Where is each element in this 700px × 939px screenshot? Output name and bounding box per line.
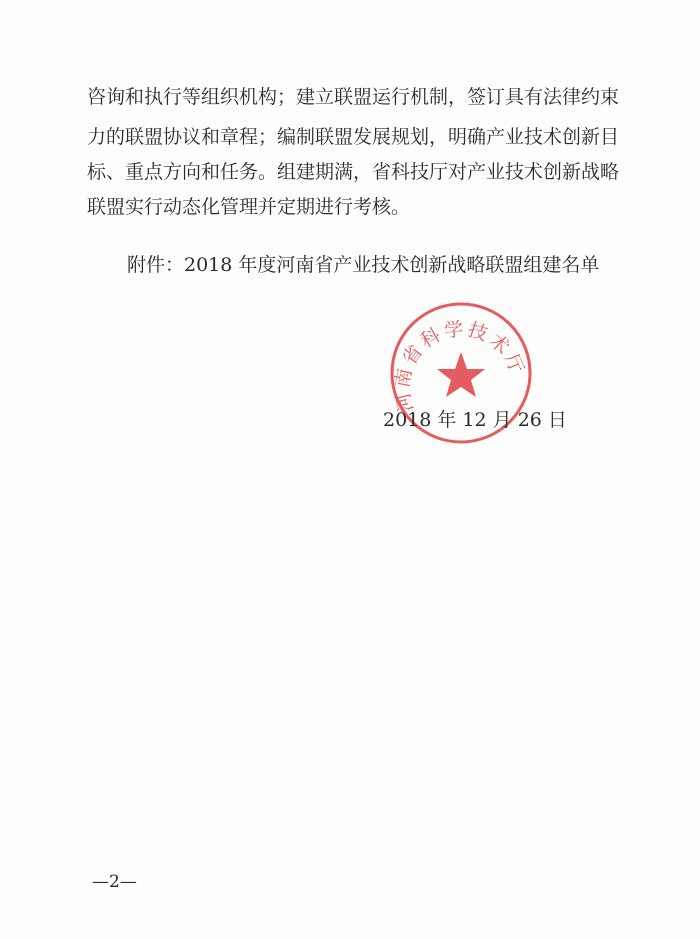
body-line: 咨询和执行等组织机构；建立联盟运行机制，签订具有法律约束 (87, 86, 620, 108)
attachment-note: 附件：2018 年度河南省产业技术创新战略联盟组建名单 (127, 254, 600, 276)
body-line: 标、重点方向和任务。组建期满，省科技厅对产业技术创新战略 (87, 161, 620, 183)
seal-text: 河南省科学技术厅 (391, 317, 529, 415)
page-number: —2— (92, 872, 137, 892)
star-icon (437, 352, 485, 397)
body-line: 力的联盟协议和章程；编制联盟发展规划，明确产业技术创新目 (87, 126, 620, 148)
body-line: 联盟实行动态化管理并定期进行考核。 (87, 196, 411, 218)
document-date: 2018 年 12 月 26 日 (383, 409, 567, 431)
